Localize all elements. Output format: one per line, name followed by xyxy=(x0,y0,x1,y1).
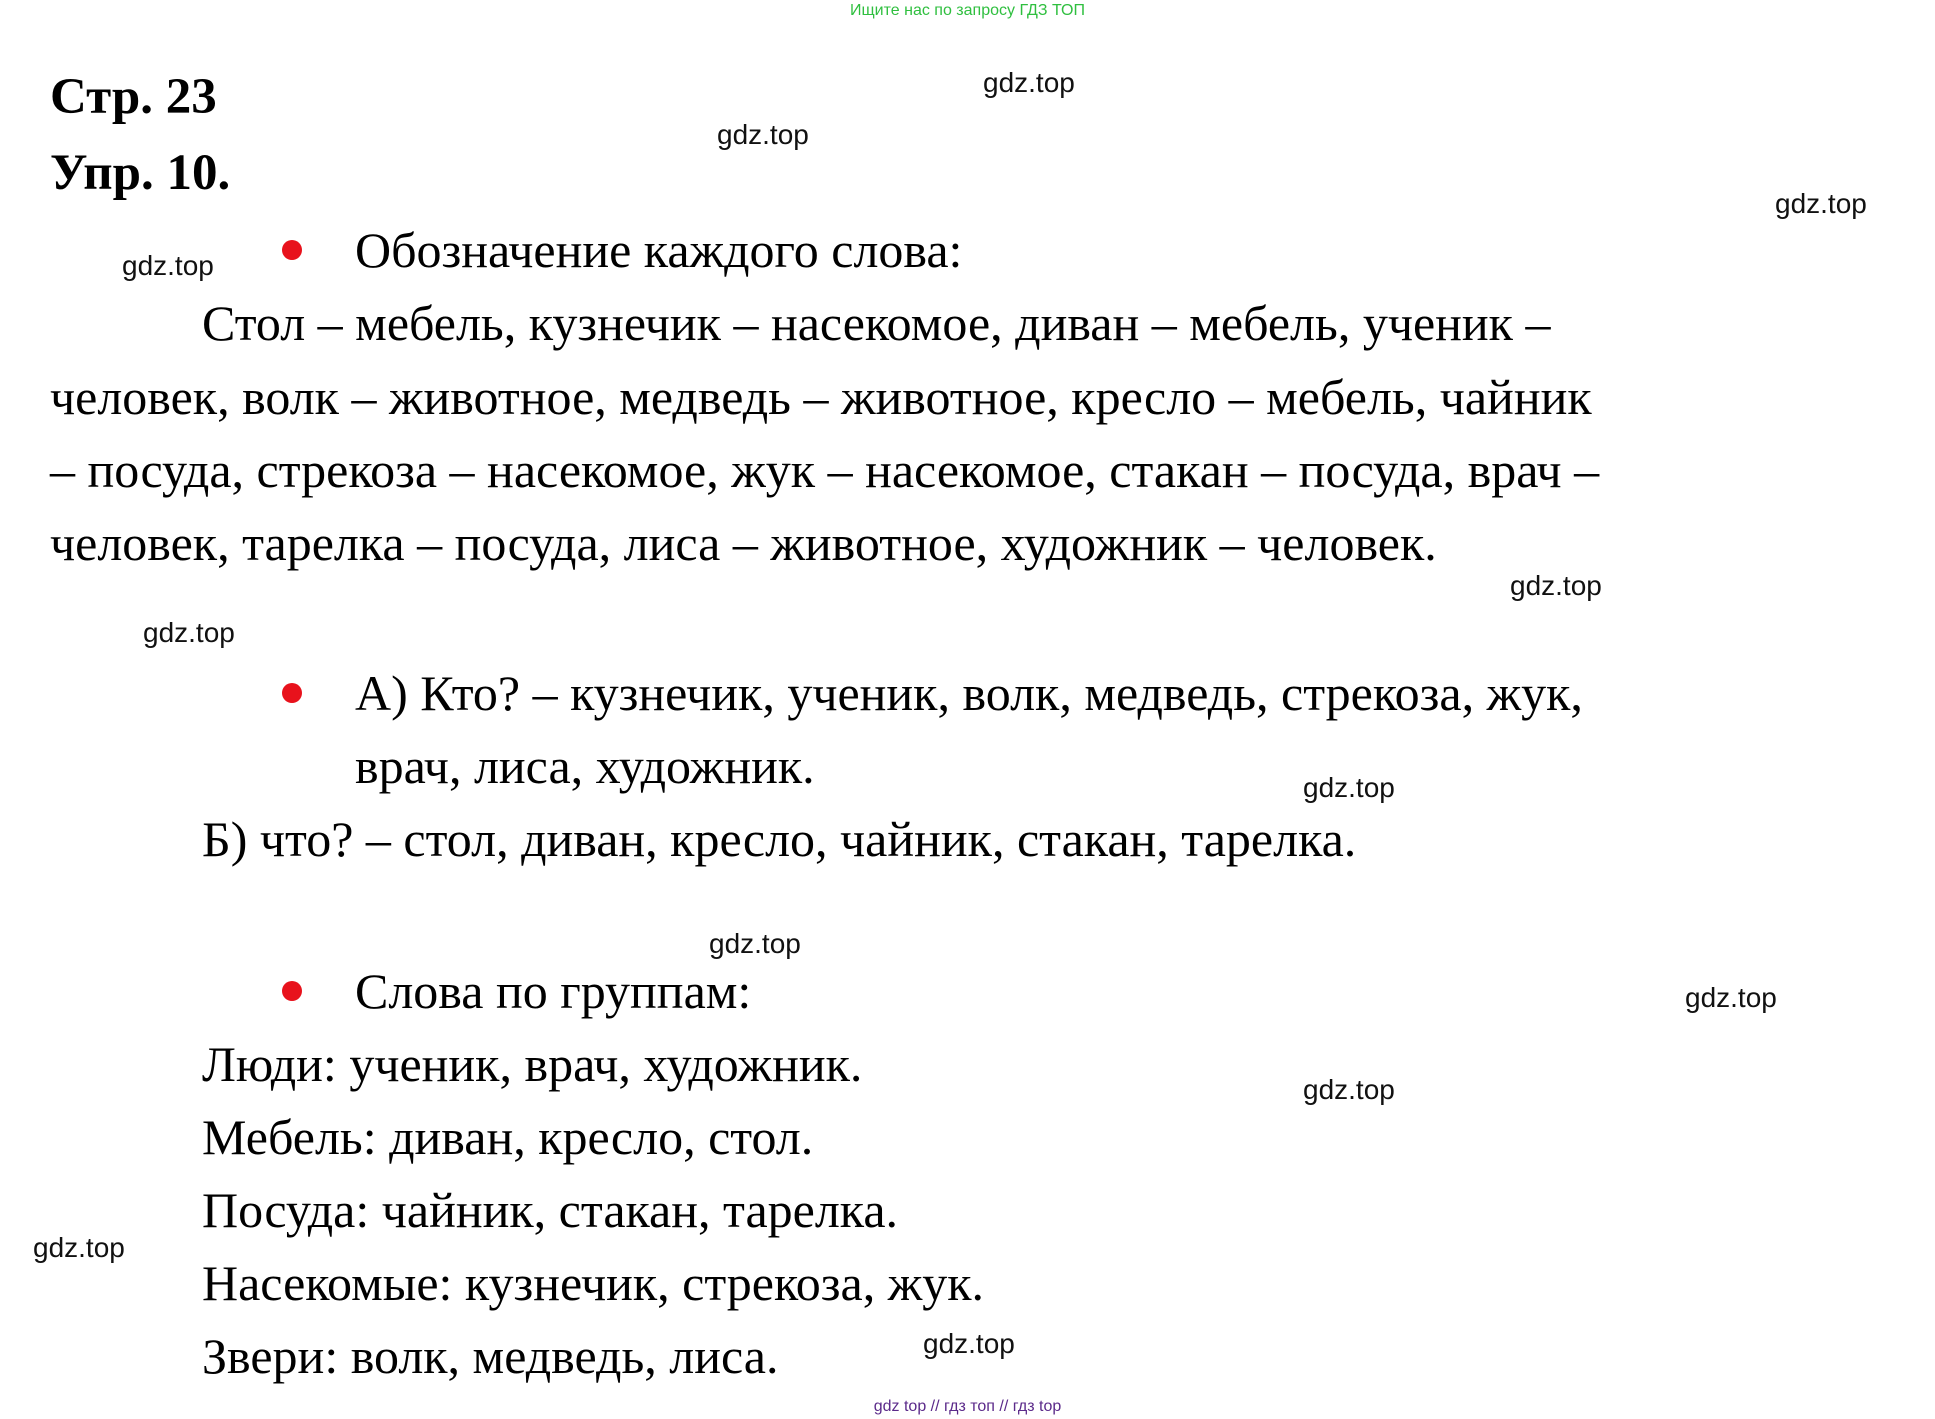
group-line: Звери: волк, медведь, лиса. xyxy=(202,1328,779,1384)
footer-link[interactable]: gdz top xyxy=(873,1398,927,1415)
footer-separator: // xyxy=(999,1398,1009,1415)
top-search-note: Ищите нас по запросу ГДЗ ТОП xyxy=(850,2,1085,19)
page-number-heading: Стр. 23 xyxy=(50,69,217,125)
section2-line-a-cont: врач, лиса, художник. xyxy=(355,738,815,794)
section1-line: человек, волк – животное, медведь – животное, кресло – мебель, чайник xyxy=(50,369,1592,425)
section2-line-b: Б) что? – стол, диван, кресло, чайник, стакан, тарелка. xyxy=(202,811,1357,867)
watermark: gdz.top xyxy=(143,617,235,648)
bullet-dot xyxy=(282,981,302,1001)
watermark: gdz.top xyxy=(122,250,214,281)
bullet-dot xyxy=(282,240,302,260)
group-line: Насекомые: кузнечик, стрекоза, жук. xyxy=(202,1255,985,1311)
section1-line: человек, тарелка – посуда, лиса – животное, художник – человек. xyxy=(50,515,1437,571)
watermark: gdz.top xyxy=(1303,1074,1395,1105)
watermark: gdz.top xyxy=(1510,570,1602,601)
footer-separator: // xyxy=(930,1398,940,1415)
watermark: gdz.top xyxy=(709,928,801,959)
section3-bullet-text: Слова по группам: xyxy=(355,963,752,1019)
watermark: gdz.top xyxy=(983,67,1075,98)
bullet-dot xyxy=(282,683,302,703)
section2-line-a: А) Кто? – кузнечик, ученик, волк, медведь, стрекоза, жук, xyxy=(355,665,1583,721)
section1-line: – посуда, стрекоза – насекомое, жук – насекомое, стакан – посуда, врач – xyxy=(50,442,1600,498)
footer-links xyxy=(0,1398,1935,1416)
group-line: Мебель: диван, кресло, стол. xyxy=(202,1109,814,1165)
watermark: gdz.top xyxy=(33,1232,125,1263)
watermark: gdz.top xyxy=(1685,982,1777,1013)
footer-link[interactable]: гдз топ xyxy=(944,1398,995,1415)
group-line: Люди: ученик, врач, художник. xyxy=(202,1036,863,1092)
exercise-heading: Упр. 10. xyxy=(50,145,231,201)
watermark: gdz.top xyxy=(1775,188,1867,219)
watermark: gdz.top xyxy=(1303,772,1395,803)
watermark: gdz.top xyxy=(923,1328,1015,1359)
section1-bullet-text: Обозначение каждого слова: xyxy=(355,222,963,278)
footer-link[interactable]: гдз top xyxy=(1012,1398,1062,1415)
group-line: Посуда: чайник, стакан, тарелка. xyxy=(202,1182,899,1238)
watermark: gdz.top xyxy=(717,119,809,150)
section1-line: Стол – мебель, кузнечик – насекомое, диван – мебель, ученик – xyxy=(202,295,1551,351)
